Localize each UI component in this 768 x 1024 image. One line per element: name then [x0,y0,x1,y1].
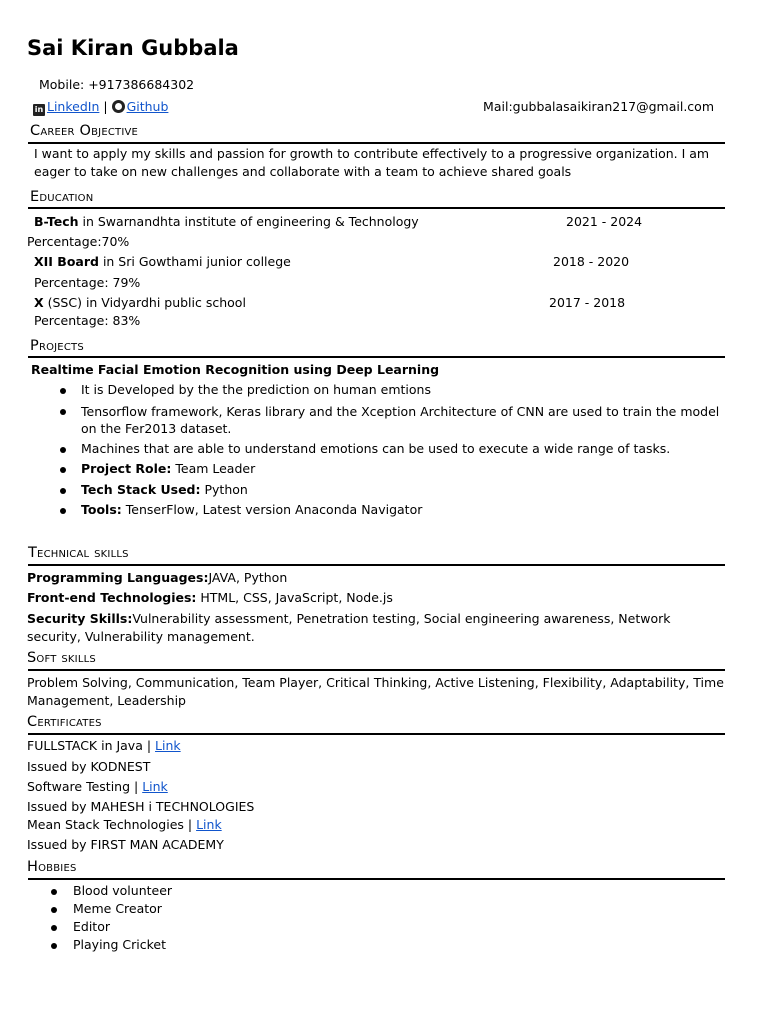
section-divider [28,564,725,566]
education-entry-xii: XII Board in Sri Gowthami junior college [34,254,291,269]
certificate-issuer: Issued by MAHESH i TECHNOLOGIES [27,799,255,814]
education-years-xii: 2018 - 2020 [553,254,630,269]
link-separator: | [103,99,108,114]
education-years-btech: 2021 - 2024 [566,214,643,229]
bullet-icon [51,925,57,931]
certificate-link[interactable]: Link [196,817,222,832]
career-objective-heading: Career Objective [30,123,139,139]
education-entry-x: X (SSC) in Vidyardhi public school [34,295,246,310]
section-divider [28,356,725,358]
project-bullet-2: Tensorflow framework, Keras library and the Xception Architecture of CNN are used to train the model on the Fer2013 dataset. [81,404,720,436]
hobby-item: Playing Cricket [73,937,166,952]
candidate-name: Sai Kiran Gubbala [27,36,239,60]
bullet-icon [60,488,66,494]
certificate-mean-stack: Mean Stack Technologies | Link [27,817,222,832]
project-title: Realtime Facial Emotion Recognition using Deep Learning [31,362,440,377]
certificate-issuer: Issued by KODNEST [27,759,151,774]
section-divider [28,142,725,144]
certificate-fullstack: FULLSTACK in Java | Link [27,738,181,753]
soft-skills-heading: Soft skills [27,650,96,666]
programming-languages: Programming Languages:JAVA, Python [27,570,288,585]
education-percentage-xii: Percentage: 79% [34,275,141,290]
section-divider [28,207,725,209]
hobby-item: Meme Creator [73,901,162,916]
github-icon [112,100,125,113]
profile-links [33,99,168,116]
education-years-x: 2017 - 2018 [549,295,626,310]
bullet-icon [51,907,57,913]
education-heading: Education [30,189,94,205]
bullet-icon [60,388,66,394]
bullet-icon [51,943,57,949]
projects-heading: Projects [30,338,84,354]
hobby-item: Editor [73,919,110,934]
frontend-technologies: Front-end Technologies: HTML, CSS, JavaScript, Node.js [27,590,393,605]
github-link[interactable]: Github [126,99,169,114]
project-bullet-1: It is Developed by the the prediction on human emtions [81,382,431,397]
mobile-number: Mobile: +917386684302 [39,77,195,92]
education-entry-btech: B-Tech in Swarnandhta institute of engineering & Technology [34,214,419,229]
certificate-software-testing: Software Testing | Link [27,779,168,794]
project-bullet-3: Machines that are able to understand emotions can be used to execute a wide range of tasks. [81,441,671,456]
bullet-icon [60,467,66,473]
technical-skills-heading: Technical skills [28,545,129,561]
security-skills: Security Skills:Vulnerability assessment, Penetration testing, Social engineering awareness, Network security, Vulnerability management. [27,611,671,644]
email-address: Mail:gubbalasaikiran217@gmail.com [483,99,714,114]
education-percentage-x: Percentage: 83% [34,313,141,328]
bullet-icon [60,508,66,514]
bullet-icon [51,889,57,895]
bullet-icon [60,409,66,415]
career-objective-text: I want to apply my skills and passion for growth to contribute effectively to a progressive organization. I am eager to take on new challenges and collaborate with a team to achieve shared goals [34,146,710,179]
certificate-issuer: Issued by FIRST MAN ACADEMY [27,837,224,852]
hobbies-heading: Hobbies [27,859,77,875]
certificates-heading: Certificates [27,714,102,730]
project-tech-stack: Tech Stack Used: Python [81,482,248,497]
education-percentage-btech: Percentage:70% [27,234,130,249]
section-divider [28,878,725,880]
linkedin-icon: in [34,105,44,114]
section-divider [28,669,725,671]
project-role: Project Role: Team Leader [81,461,256,476]
hobby-item: Blood volunteer [73,883,173,898]
project-tools: Tools: TenserFlow, Latest version Anaconda Navigator [81,502,423,517]
bullet-icon [60,447,66,453]
linkedin-link[interactable]: LinkedIn [47,99,100,114]
certificate-link[interactable]: Link [155,738,181,753]
soft-skills-text: Problem Solving, Communication, Team Player, Critical Thinking, Active Listening, Flexibility, Adaptability, Time Management, Leadership [27,675,724,708]
certificate-link[interactable]: Link [142,779,168,794]
section-divider [28,733,725,735]
